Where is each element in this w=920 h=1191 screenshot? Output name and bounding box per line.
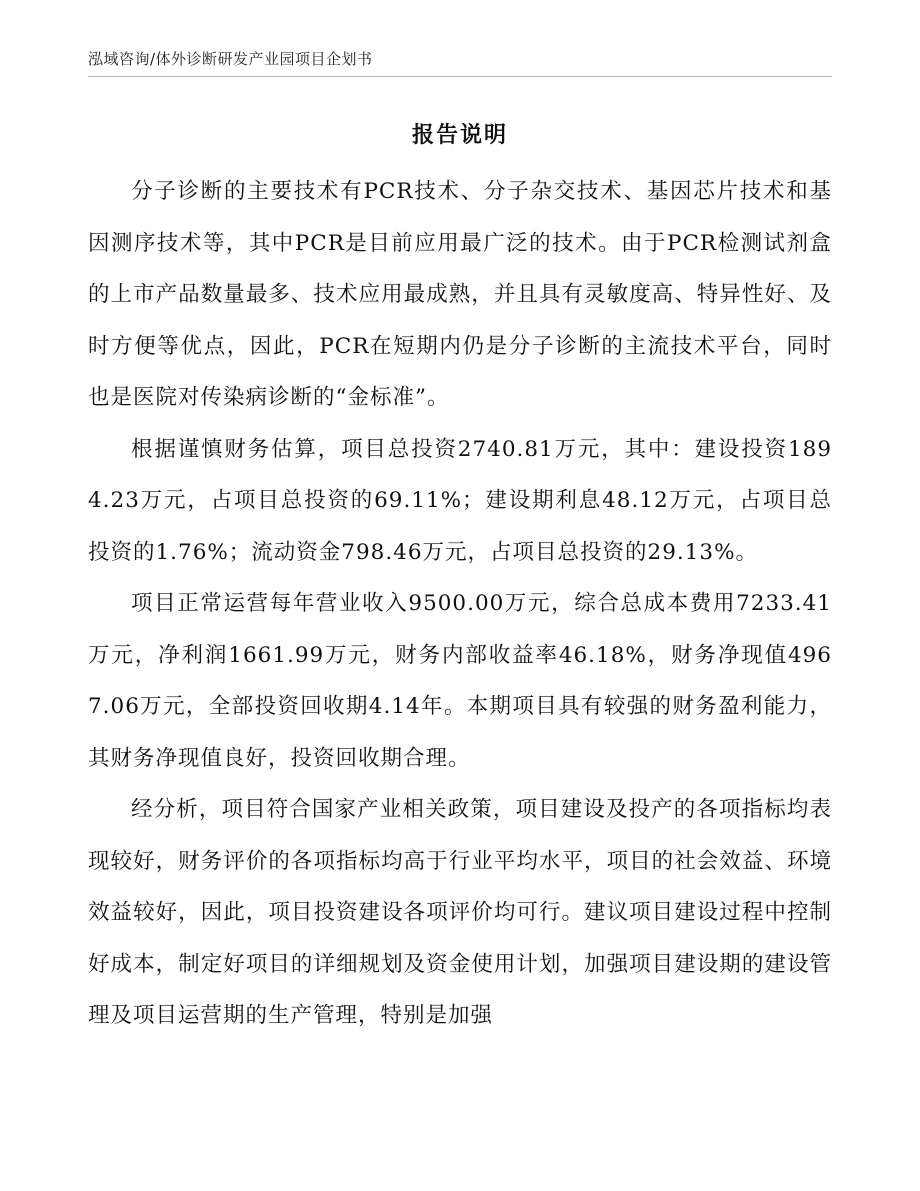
paragraph-operating-revenue: 项目正常运营每年营业收入9500.00万元，综合总成本费用7233.41万元，净利润1661.99万元，财务内部收益率46.18%，财务净现值4967.06万元，全部投资回收期4.14年。本期项目具有较强的财务盈利能力，其财务净现值良好，投资回收期合理。 [88, 591, 832, 771]
paragraph-analysis-conclusion: 经分析，项目符合国家产业相关政策，项目建设及投产的各项指标均表现较好，财务评价的各项指标均高于行业平均水平，项目的社会效益、环境效益较好，因此，项目投资建设各项评价均可行。建议项目建设过程中控制好成本，制定好项目的详细规划及资金使用计划，加强项目建设期的建设管理及项目运营期的生产管理，特别是加强 [88, 797, 832, 1028]
paragraph-investment-estimate: 根据谨慎财务估算，项目总投资2740.81万元，其中：建设投资1894.23万元，占项目总投资的69.11%；建设期利息48.12万元，占项目总投资的1.76%；流动资金798.46万元，占项目总投资的29.13%。 [88, 436, 832, 565]
running-header: 泓域咨询/体外诊断研发产业园项目企划书 [88, 50, 373, 68]
page-title: 报告说明 [411, 123, 508, 148]
paragraph-pcr-technology: 分子诊断的主要技术有PCR技术、分子杂交技术、基因芯片技术和基因测序技术等，其中PCR是目前应用最广泛的技术。由于PCR检测试剂盒的上市产品数量最多、技术应用最成熟，并且具有灵敏度高、特异性好、及时方便等优点，因此，PCR在短期内仍是分子诊断的主流技术平台，同时也是医院对传染病诊断的“金标准”。 [88, 179, 832, 410]
document-body [88, 166, 832, 1042]
header-divider [88, 76, 832, 77]
